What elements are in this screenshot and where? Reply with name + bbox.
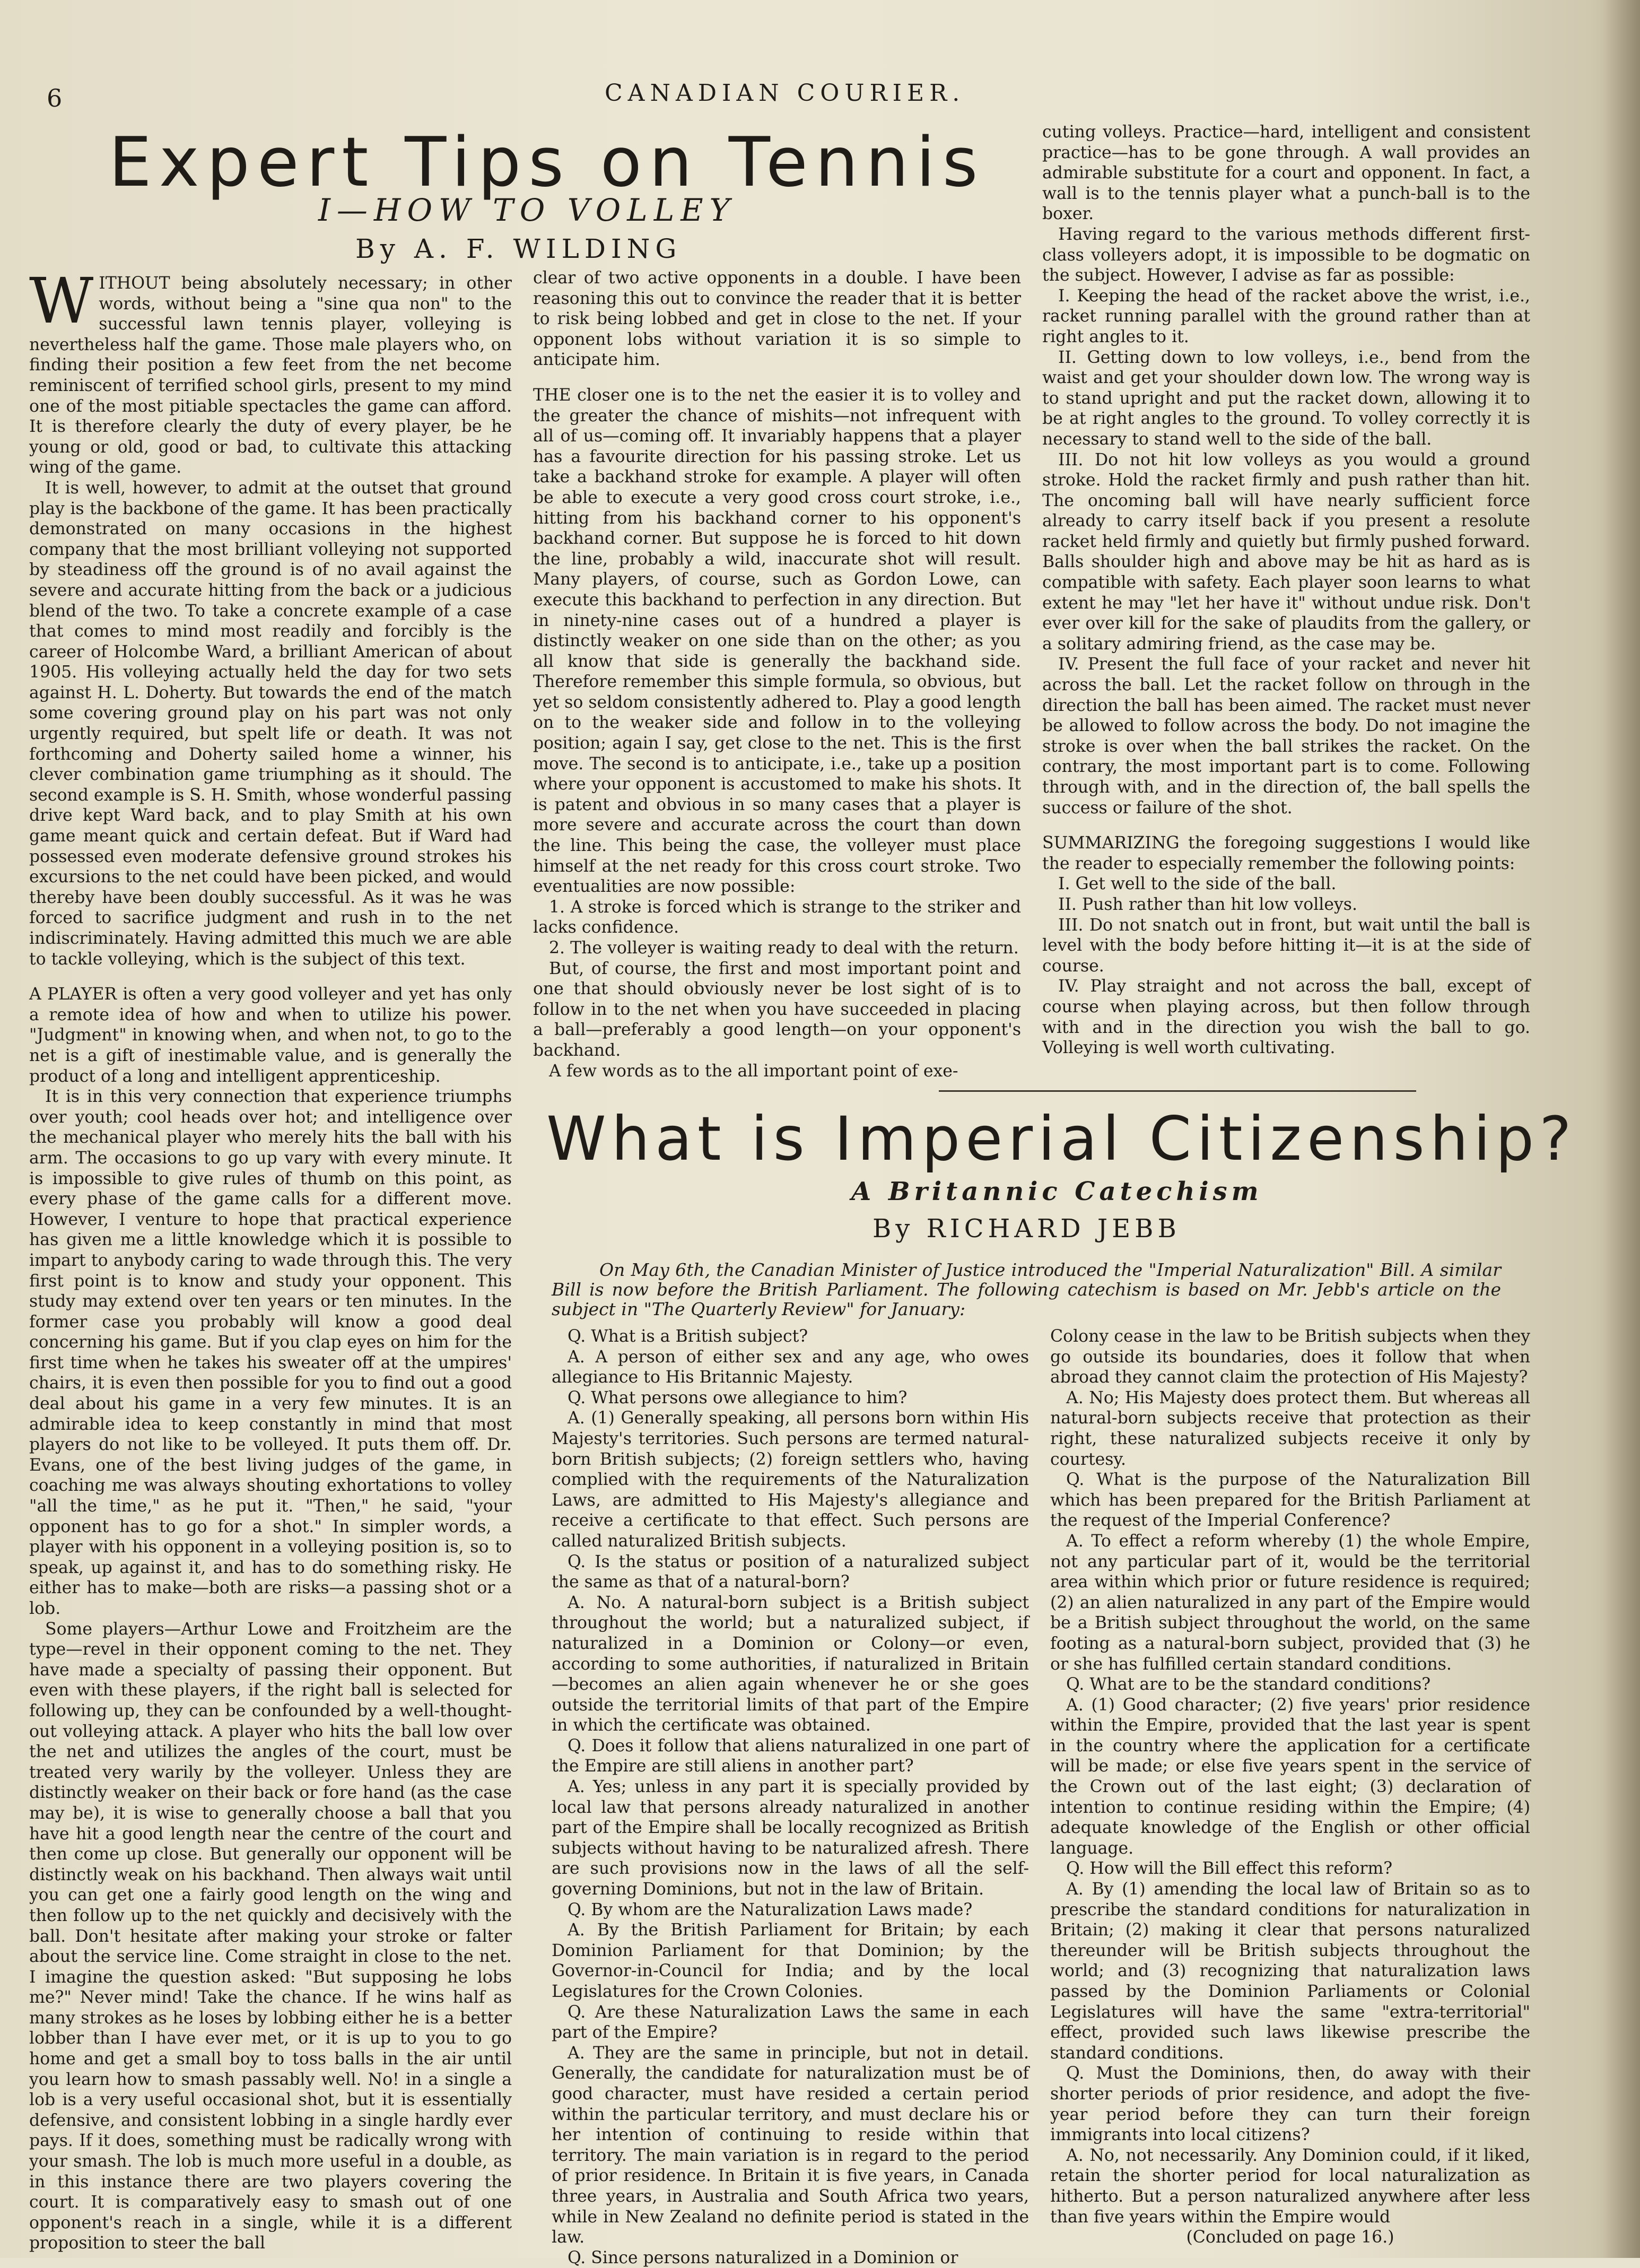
- paragraph: A. They are the same in principle, but not in detail. Generally, the candidate for naturalization must be of good character, must have resided a certain period within the particular territory, and must declare his or her intention of continuing to reside within that territory. The main variation is in regard to the period of prior residence. In Britain it is five years, in Canada three years, in Australia and South Africa two years, while in New Zealand no definite period is stated in the law.: [552, 2043, 1029, 2247]
- paragraph: Q. What persons owe allegiance to him?: [568, 1388, 908, 1407]
- paragraph: 1. A stroke is forced which is strange to the striker and lacks confidence.: [533, 897, 1021, 937]
- paragraph: III. Do not snatch out in front, but wait until the ball is level with the body before hitting it—it is at the side of course.: [1042, 915, 1530, 976]
- tennis-column-1: [29, 264, 512, 2257]
- paragraph: A. Yes; unless in any part it is specially provided by local law that persons already naturalized in another part of the Empire shall be locally recognized as British subjects without having to be naturalized afresh. There are such provisions now in the laws of all the self-governing Dominions, but not in the law of Britain.: [552, 1777, 1029, 1899]
- paragraph: A. By (1) amending the local law of Britain so as to prescribe the standard conditions for naturalization in Britain; (2) making it clear that persons naturalized thereunder will be British subjects throughout the world; and (3) recognizing that naturalization laws passed by the Dominion Parliaments or Colonial Legislatures will have the same "extra-territorial" effect, provided such laws likewise prescribe the standard conditions.: [1050, 1880, 1530, 2063]
- article-subtitle-citizenship: A Britannic Catechism: [851, 1177, 1263, 1206]
- paragraph: Q. What is a British subject?: [568, 1327, 808, 1346]
- paragraph: Q. How will the Bill effect this reform?: [1066, 1859, 1393, 1879]
- publication-title: CANADIAN COURIER.: [605, 80, 965, 107]
- paragraph: Q. Does it follow that aliens naturalized in one part of the Empire are still aliens in another part?: [552, 1736, 1029, 1776]
- paragraph: 2. The volleyer is waiting ready to deal with the return.: [549, 939, 1019, 958]
- tennis-column-3: [1042, 122, 1530, 1074]
- paragraph: Q. What is the purpose of the Naturalization Bill which has been prepared for the British Parliament at the request of the Imperial Conference?: [1050, 1470, 1530, 1531]
- paragraph: cuting volleys. Practice—hard, intelligent and consistent practice—has to be gone through. A wall provides an admirable substitute for a court and opponent. In fact, a wall is to the tennis player what a punch-ball is to the boxer.: [1042, 123, 1530, 224]
- paragraph: A. No, not necessarily. Any Dominion could, if it liked, retain the shorter period for local naturalization as hitherto. But a person naturalized anywhere after less than five years within the Empire would: [1050, 2145, 1530, 2227]
- paragraph: Some players—Arthur Lowe and Froitzheim are the type—revel in their opponent coming to the net. They have made a specialty of passing their opponent. But even with these players, if the right ball is selected for following up, they can be confounded by a well-thought-out volleying attack. A player who hits the ball low over the net and utilizes the angles of the court, must be treated very warily by the volleyer. Unless they are distinctly weaker on their back or fore hand (as the case may be), it is wise to generally choose a ball that you have hit a good length near the centre of the court and then come up close. But generally our opponent will be distinctly weak on his backhand. Then always wait until you can get one a fairly good length on the wing and then follow up to the net quickly and decisively with the ball. Don't hesitate after making your stroke or falter about the service line. Come straight in close to the net. I imagine the question asked: "But supposing he lobs me?" Never mind! Take the chance. If he wins half as many strokes as he loses by lobbing either he is a better lobber than I have ever met, or it is up to you to go home and get a small boy to toss balls in the air until you learn how to smash passably well. No! in a single a lob is a very useful occasional shot, but it is essentially defensive, and consistent lobbing in a single hardly ever pays. If it does, something must be radically wrong with your smash. The lob is much more useful in a double, as in this instance there are two players covering the court. It is comparatively easy to smash out of one opponent's reach in a single, while it is a different proposition to steer the ball: [29, 1619, 512, 2253]
- section-divider: [939, 1090, 1416, 1092]
- paragraph: A. (1) Good character; (2) five years' prior residence within the Empire, provided that the last year is spent in the country where the application for a certificate will be made; or else five years spent in the service of the Crown out of the last eight; (3) declaration of intention to continue residing within the Empire; (4) adequate knowledge of the English or other official language.: [1050, 1695, 1530, 1858]
- paragraph: I. Keeping the head of the racket above the wrist, i.e., racket running parallel with the ground rather than at right angles to it.: [1042, 286, 1530, 346]
- paragraph: A. No. A natural-born subject is a British subject throughout the world; but a naturalized subject, if naturalized in a Dominion or Colony—or even, according to some authorities, if naturalized in Britain—becomes an alien again whenever he or she goes outside the territorial limits of that part of the Empire in which the certificate was obtained.: [552, 1593, 1029, 1735]
- paragraph: Q. Since persons naturalized in a Dominion or: [568, 2248, 958, 2267]
- page-number: 6: [47, 84, 63, 112]
- paragraph: Q. Must the Dominions, then, do away with their shorter periods of prior residence, and adopt the five-year period before they can turn their foreign immigrants into local citizens?: [1050, 2064, 1530, 2145]
- article-title-tennis: Expert Tips on Tennis: [109, 123, 985, 202]
- paragraph: II. Push rather than hit low volleys.: [1058, 894, 1357, 914]
- paragraph: A PLAYER is often a very good volleyer and yet has only a remote idea of how and when to utilize his power. "Judgment" in knowing when, and when not, to go to the net is a gift of inestimable value, and is generally the product of a long and intelligent apprenticeship.: [29, 985, 512, 1086]
- paragraph: But, of course, the first and most important point and one that should obviously never be lost sight of is to follow in to the net when you have succeeded in placing a ball—preferably a good length—on your opponent's backhand.: [533, 959, 1021, 1060]
- paragraph: It is well, however, to admit at the outset that ground play is the backbone of the game. It has been practically demonstrated on many occasions in the highest company that the most brilliant volleying not supported by steadiness off the ground is of no avail against the severe and accurate hitting from the back or a judicious blend of the two. To take a concrete example of a case that comes to mind most readily and forcibly is the career of Holcombe Ward, a brilliant American of about 1905. His volleying actually held the day for two sets against H. L. Doherty. But towards the end of the match some covering ground play on his part was not only urgently required, but spelt life or death. It was not forthcoming and Doherty sailed home a winner, his clever combination game triumphing as it should. The second example is S. H. Smith, whose wonderful passing drive kept Ward back, and to play Smith at his own game meant quick and certain defeat. But if Ward had possessed even moderate defensive ground strokes his excursions to the net could have been picked, and would thereby have been doubly successful. As it was he was forced to sacrifice judgment and rush in to the net indiscriminately. Having admitted this much we are able to tackle volleying, which is the subject of this text.: [29, 478, 512, 969]
- paragraph: Q. Are these Naturalization Laws the same in each part of the Empire?: [552, 2002, 1029, 2043]
- drop-cap: W: [29, 264, 94, 337]
- paragraph: clear of two active opponents in a double. I have been reasoning this out to convince the reader that it is better to risk being lobbed and get in close to the net. If your opponent lobs without variation it is so simple to anticipate him.: [533, 268, 1021, 370]
- paragraph: A. A person of either sex and any age, who owes allegiance to His Britannic Majesty.: [552, 1347, 1029, 1387]
- article-subtitle-tennis: I—HOW TO VOLLEY: [318, 192, 736, 228]
- paragraph: Q. What are to be the standard conditions?: [1066, 1675, 1431, 1695]
- binding-shadow: [1603, 0, 1640, 2258]
- continuation-note: (Concluded on page 16.): [1186, 2228, 1394, 2247]
- paragraph: A. To effect a reform whereby (1) the whole Empire, not any particular part of it, would be the territorial area within which prior or future residence is required; (2) an alien naturalized in any part of the Empire would be a British subject throughout the world, on the same footing as a natural-born subject, provided that (3) he or she has fulfilled certain standard conditions.: [1050, 1531, 1530, 1674]
- paragraph: Colony cease in the law to be British subjects when they go outside its boundaries, does it follow that when abroad they cannot claim the protection of His Majesty?: [1050, 1327, 1530, 1387]
- paragraph: A. No; His Majesty does protect them. But whereas all natural-born subjects receive that protection as their right, these naturalized subjects receive it only by courtesy.: [1050, 1388, 1530, 1469]
- paragraph: IV. Present the full face of your racket and never hit across the ball. Let the racket follow on through in the direction the ball has been aimed. The racket must never be allowed to follow across the body. Do not imagine the stroke is over when the ball strikes the racket. On the contrary, the most important part is to come. Following through with, and in the direction of, the ball spells the success or failure of the shot.: [1042, 655, 1530, 818]
- article-byline-citizenship: By RICHARD JEBB: [873, 1214, 1181, 1244]
- paragraph: Q. By whom are the Naturalization Laws made?: [568, 1900, 973, 1919]
- paragraph: THE closer one is to the net the easier it is to volley and the greater the chance of mishits—not infrequent with all of us—coming off. It invariably happens that a player has a favourite direction for his passing stroke. Let us take a backhand stroke for example. A player will often be able to execute a very good cross court stroke, i.e., hitting from his backhand corner to his opponent's backhand corner. But suppose he is forced to hit down the line, probably a wild, inaccurate shot will result. Many players, of course, such as Gordon Lowe, can execute this backhand to perfection in any direction. But in ninety-nine cases out of a hundred a player is distinctly weaker on one side than on the other; as you all know that side is generally the backhand side. Therefore remember this simple formula, so obvious, but yet so seldom consistently adhered to. Play a good length on to the weaker side and follow in to the volleying position; again I say, get close to the net. This is the first move. The second is to anticipate, i.e., take up a position where your opponent is accustomed to make his shots. It is patent and obvious in so many cases that a player is more severe and accurate across the court than down the line. This being the case, the volleyer must place himself at the net ready for this cross court stroke. Two eventualities are now possible:: [533, 385, 1021, 897]
- paragraph: SUMMARIZING the foregoing suggestions I would like the reader to especially remember the following points:: [1042, 833, 1530, 873]
- paragraph: A few words as to the all important point of exe-: [549, 1061, 958, 1081]
- paragraph: It is in this very connection that experience triumphs over youth; cool heads over hot; and intelligence over the mechanical player who merely hits the ball with his arm. The occasions to go up vary with every minute. It is impossible to give rules of thumb on this point, as every phase of the game calls for a different move. However, I venture to hope that practical experience has given me a little knowledge which it is possible to impart to anybody caring to wade through this. The very first point is to know and study your opponent. This study may extend over ten years or ten minutes. In the former case you probably will know a good deal concerning his game. But if you clap eyes on him for the first time when he takes his sweater off at the umpires' chairs, it is even then possible for you to find out a good deal about his game in a very few minutes. It is an admirable idea to keep constantly in mind that most players do not like to be volleyed. It puts them off. Dr. Evans, one of the best living judges of the game, in coaching me was always shouting exhortations to volley "all the time," as he put it. "Then," he said, "your opponent has to go for a shot." In simpler words, a player with his opponent in a volleying position is, so to speak, up against it, and has to do something risky. He either has to make—both are risks—a passing shot or a lob.: [29, 1087, 512, 1618]
- paragraph: I. Get well to the side of the ball.: [1058, 874, 1337, 894]
- paragraph: IV. Play straight and not across the ball, except of course when playing across, but then follow through with and in the direction you wish the ball to go. Volleying is well worth cultivating.: [1042, 977, 1530, 1058]
- paragraph: [29, 264, 512, 478]
- paragraph: A. (1) Generally speaking, all persons born within His Majesty's territories. Such persons are termed natural-born British subjects; (2) foreign settlers who, having complied with the requirements of the Naturalization Laws, are admitted to His Majesty's allegiance and receive a certificate to that effect. Such persons are called naturalized British subjects.: [552, 1409, 1029, 1551]
- article-intro: On May 6th, the Canadian Minister of Justice introduced the "Imperial Naturalization" Bill. A similar Bill is now before the British Parliament. The following catechism is based on Mr. Jebb's article on the subject in "The Quarterly Review" for January:: [552, 1259, 1501, 1319]
- citizenship-column-1: [552, 1326, 1029, 2267]
- paragraph: II. Getting down to low volleys, i.e., bend from the waist and get your shoulder down low. The wrong way is to stand upright and put the racket down, allowing it to be at right angles to the ground. To volley correctly it is necessary to stand well to the side of the ball.: [1042, 347, 1530, 449]
- paragraph: III. Do not hit low volleys as you would a ground stroke. Hold the racket firmly and push rather than hit. The oncoming ball will have nearly sufficient force already to carry itself back if you present a resolute racket held firmly and quietly but firmly pushed forward. Balls shoulder high and above may be hit as hard as is compatible with safety. Each player soon learns to what extent he may "let her have it" without undue risk. Don't ever over kill for the sake of plaudits from the gallery, or a solitary admiring friend, as the case may be.: [1042, 450, 1530, 654]
- tennis-column-2: [533, 268, 1021, 1081]
- paragraph: Having regard to the various methods different first-class volleyers adopt, it is impossible to be dogmatic on the subject. However, I advise as far as possible:: [1042, 224, 1530, 285]
- paragraph: Q. Is the status or position of a naturalized subject the same as that of a natural-born?: [552, 1552, 1029, 1592]
- paragraph-text: ITHOUT being absolutely necessary; in other words, without being a "sine qua non" to the successful lawn tennis player, volleying is nevertheless half the game. Those male players who, on finding their position a few feet from the net become reminiscent of terrified school girls, present to my mind one of the most pitiable spectacles the game can afford. It is therefore clearly the duty of every player, be he young or old, good or bad, to cultivate this attacking wing of the game.: [29, 274, 512, 477]
- citizenship-column-2: [1050, 1326, 1530, 2249]
- paragraph: A. By the British Parliament for Britain; by each Dominion Parliament for that Dominion; by the Governor-in-Council for India; and by the local Legislatures for the Crown Colonies.: [552, 1921, 1029, 2001]
- article-byline-tennis: By A. F. WILDING: [355, 233, 682, 264]
- article-title-citizenship: What is Imperial Citizenship?: [546, 1103, 1577, 1174]
